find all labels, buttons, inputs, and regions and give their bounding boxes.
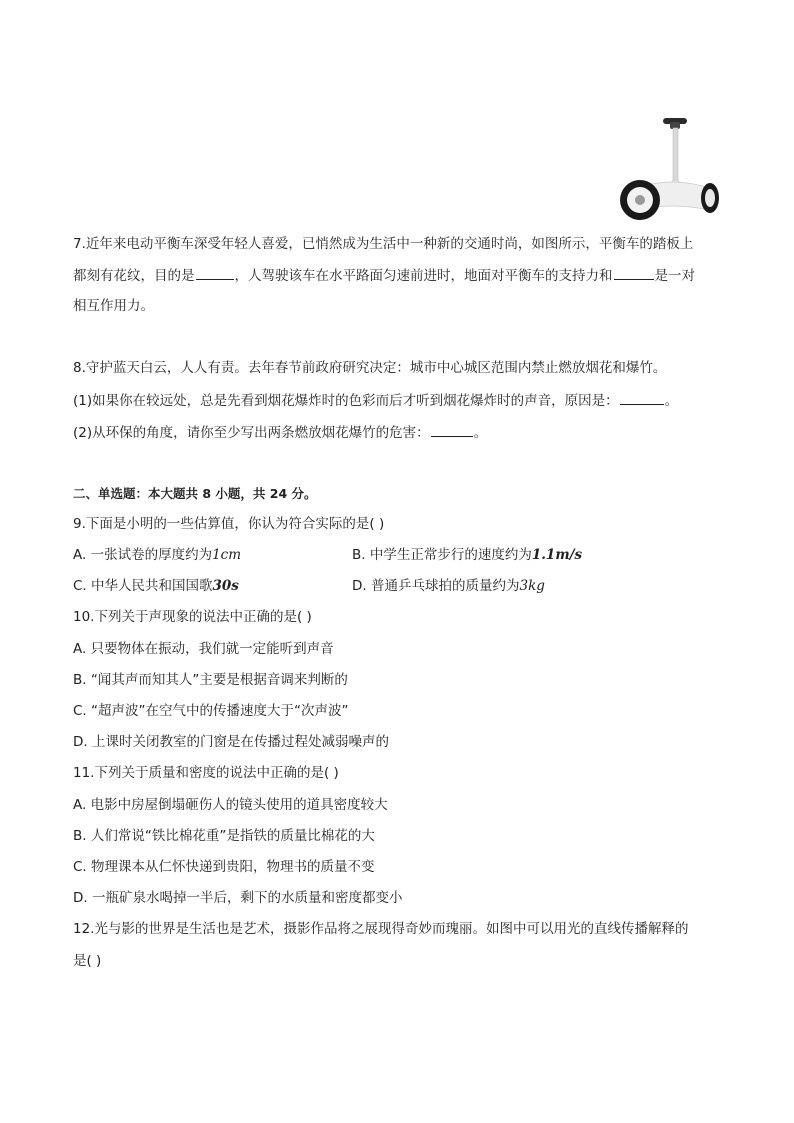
q7-line-2 [73,265,695,286]
q11-stem: 11.下列关于质量和密度的说法中正确的是( ) [73,765,339,781]
q7-text-part-3: 是一对 [654,268,695,284]
q8-sub-2-end: 。 [473,425,488,441]
q7-text-part-1: 都刻有花纹，目的是 [73,268,195,284]
q10-stem: 10.下列关于声现象的说法中正确的是( ) [73,609,312,625]
q9-option-c-math: 30s [212,578,239,594]
q12-stem-line-2: 是( ) [73,953,102,969]
scooter-drawing [618,114,724,226]
q12-stem-line-1: 12.光与影的世界是生活也是艺术，摄影作品将之展现得奇妙而瑰丽。如图中可以用光的直线传播解释的 [73,921,689,937]
q9-option-b-text: B. 中学生正常步行的速度约为 [352,547,532,563]
q8-answer-blank-2[interactable] [431,422,473,437]
q9-option-d-text: D. 普通乒乓球拍的质量约为 [352,578,520,594]
q9-option-d-math: 3kg [519,578,545,594]
q8-stem: 8.守护蓝天白云，人人有责。去年春节前政府研究决定：城市中心城区范围内禁止燃放烟花和爆竹。 [73,360,667,376]
q8-sub-1 [73,390,678,411]
q9-stem: 9.下面是小明的一些估算值，你认为符合实际的是( ) [73,516,385,532]
q9-option-c-text: C. 中华人民共和国国歌 [73,578,213,594]
q9-option-b[interactable] [352,545,582,565]
section-heading: 二、单选题：本大题共 8 小题，共 24 分。 [73,486,317,501]
q9-option-d[interactable] [352,576,545,596]
q8-answer-blank-1[interactable] [620,390,664,405]
q10-option-d[interactable]: D. 上课时关闭教室的门窗是在传播过程处减弱噪声的 [73,734,389,750]
q9-option-b-math: 1.1m/s [531,547,583,563]
q10-option-c[interactable]: C. “超声波”在空气中的传播速度大于“次声波” [73,703,349,719]
q10-option-b[interactable]: B. “闻其声而知其人”主要是根据音调来判断的 [73,672,348,688]
balance-scooter-image [618,114,724,226]
q9-option-a-math: 1cm [212,547,242,563]
q11-option-a[interactable]: A. 电影中房屋倒塌砸伤人的镜头使用的道具密度较大 [73,797,388,813]
q7-answer-blank-1[interactable] [196,265,234,280]
q8-sub-2 [73,422,487,443]
q9-option-a[interactable] [73,545,241,565]
q7-line-3: 相互作用力。 [73,298,154,314]
q7-text-part-2: ，人驾驶该车在水平路面匀速前进时，地面对平衡车的支持力和 [234,268,613,284]
q11-option-b[interactable]: B. 人们常说“铁比棉花重”是指铁的质量比棉花的大 [73,828,375,844]
q7-answer-blank-2[interactable] [614,265,654,280]
q8-sub-1-text: (1)如果你在较远处，总是先看到烟花爆炸时的色彩而后才听到烟花爆炸时的声音，原因是： [73,393,619,409]
q8-sub-1-end: 。 [664,393,679,409]
q10-option-a[interactable]: A. 只要物体在振动，我们就一定能听到声音 [73,641,334,657]
q11-option-d[interactable]: D. 一瓶矿泉水喝掉一半后，剩下的水质量和密度都变小 [73,890,403,906]
q8-sub-2-text: (2)从环保的角度，请你至少写出两条燃放烟花爆竹的危害： [73,425,430,441]
q7-line-1: 7.近年来电动平衡车深受年轻人喜爱，已悄然成为生活中一种新的交通时尚，如图所示，平衡车的踏板上 [73,236,694,252]
q9-option-c[interactable] [73,576,239,596]
q11-option-c[interactable]: C. 物理课本从仁怀快递到贵阳，物理书的质量不变 [73,859,375,875]
q9-option-a-text: A. 一张试卷的厚度约为 [73,547,213,563]
